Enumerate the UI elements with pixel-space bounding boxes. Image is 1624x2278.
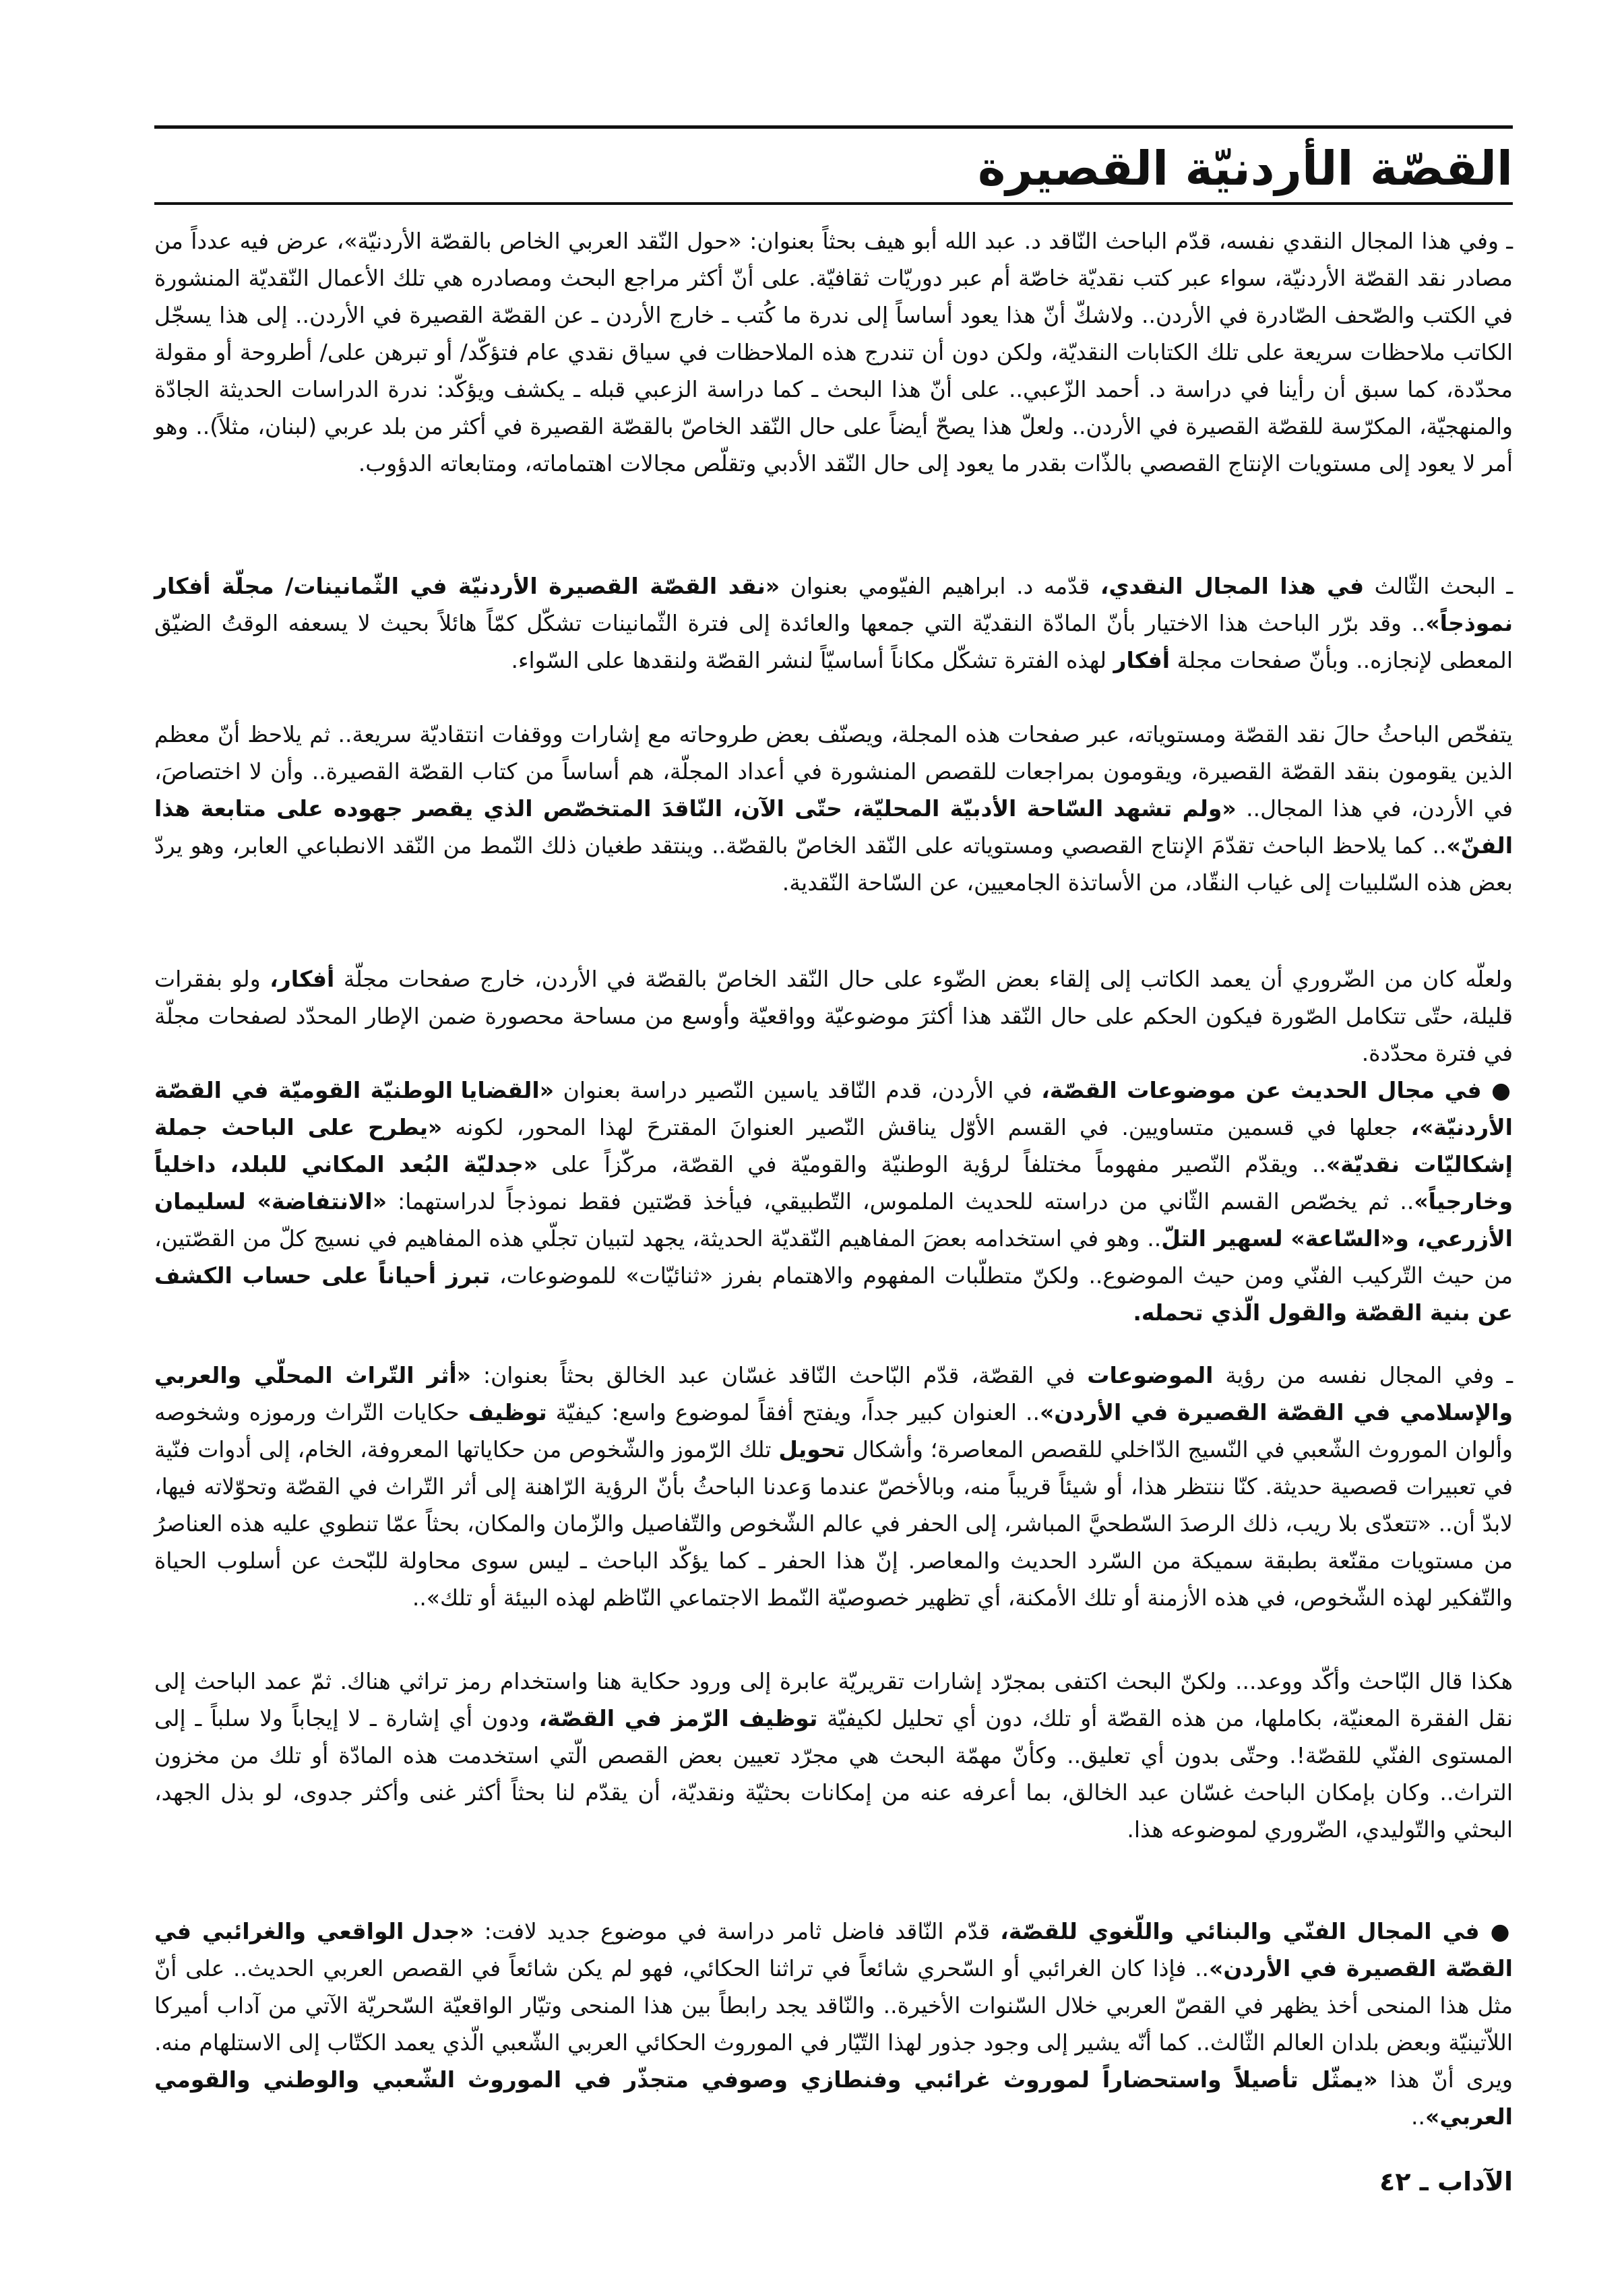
text-segment: لهذه الفترة تشكّل مكاناً أساسيّاً لنشر القصّة ولنقدها على السّواء. (511, 647, 1114, 673)
paragraph (154, 1357, 1513, 1616)
emphasized-text: أفكار (1113, 647, 1170, 673)
text-segment: .. فإذا كان الغرائبي أو السّحري شائعاً في تراثنا الحكائي، فهو لم يكن شائعاً في القصص العربي الحديث.. على أنّ مثل هذا المنحى أخذ يظهر في القصّ العربي خلال السّنوات الأخيرة.. والنّاقد يجد رابطاً بين هذا المنحى وتيّار الواقعيّة السّحريّة الآتي من آداب أميركا اللاّتينيّة وبعض بلدان العالم الثّالث.. كما أنّه يشير إلى وجود جذور لهذا التّيّار في الموروث الحكائي العربي الشّعبي الّذي يعمد الكتّاب إلى الاستلهام منه. ويرى أنّ هذا (154, 1955, 1513, 2093)
emphasized-text: «ولم تشهد السّاحة الأدبيّة المحليّة، حتّى الآن، النّاقدَ المتخصّص الذي يقصر جهوده على متابعة هذا الفنّ» (154, 795, 1513, 859)
text-segment: جعلها في قسمين متساويين. في القسم الأوّل يناقش النّصير العنوانَ المقترحَ لهذا المحور، لكونه (442, 1114, 1411, 1140)
text-segment: قدّمه د. ابراهيم الفيّومي بعنوان (780, 573, 1100, 599)
text-segment: ـ وفي المجال نفسه من رؤية (1213, 1362, 1513, 1388)
text-segment: حكايات التّراث ورموزه وشخوصه وألوان الموروث الشّعبي في النّسيج الدّاخلي للقصص المعاصرة؛ وأشكال (154, 1399, 1513, 1463)
text-segment: .. وقد برّر الباحث هذا الاختيار بأنّ المادّة النقديّة التي جمعها والعائدة إلى فترة الثّمانينات تشكّل كمّاً هائلاً بحيث لا يسعفه الوقتُ الضيّق المعطى لإنجازه.. وبأنّ صفحات مجلة (154, 610, 1513, 673)
paragraph (154, 222, 1513, 482)
text-segment: ـ البحث الثّالث (1364, 573, 1513, 599)
paragraph (154, 1913, 1513, 2135)
text-segment: يتفحّص الباحثُ حالَ نقد القصّة ومستوياته، عبر صفحات هذه المجلة، ويصنّف بعض طروحاته مع إشارات ووقفات انتقاديّة سريعة.. ثم يلاحظ أنّ معظم الذين يقومون بنقد القصّة القصيرة، ويقومون بمراجعات للقصص المنشورة في أعداد المجلّة، هم أساساً من كتاب القصّة القصيرة.. وأن لا اختصاصَ، في الأردن، في هذا المجال.. (154, 721, 1513, 822)
emphasized-text: تبرز أحياناً على حساب الكشف عن بنية القصّة والقول الّذي تحمله. (154, 1262, 1513, 1326)
emphasized-text: توظيف الرّمز في القصّة، (538, 1705, 818, 1731)
emphasized-text: «جدل الواقعي والغرائبي في القصّة القصيرة في الأردن» (154, 1918, 1513, 1981)
header-bottom-rule (154, 202, 1513, 205)
emphasized-text: ● في المجال الفنّي والبنائي واللّغوي للقصّة، (1000, 1918, 1513, 1944)
text-segment: في القصّة، قدّم البّاحث النّاقد غسّان عبد الخالق بحثاً بعنوان: (471, 1362, 1088, 1388)
emphasized-text: «نقد القصّة القصيرة الأردنيّة في الثّمانينات/ مجلّة أفكار نموذجاً» (154, 573, 1513, 636)
text-segment: .. وهو في استخدامه بعضَ المفاهيم النّقديّة الحديثة، يجهد لتبيان تجلّي هذه المفاهيم في نسيج كلّ من القصّتين، من حيث التّركيب الفنّي ومن حيث الموضوع.. ولكنّ متطلّبات المفهوم والاهتمام بفرز «ثنائيّات» للموضوعات، (154, 1225, 1513, 1289)
text-segment: ولو بفقرات قليلة، حتّى تتكامل الصّورة فيكون الحكم على حال النّقد هذا أكثرَ موضوعيّة وواقعيّة وأوسع من مساحة محصورة ضمن الإطار المحدّد لصفحات مجلّة في فترة محدّدة. (154, 966, 1513, 1066)
header-top-rule (154, 125, 1513, 129)
emphasized-text: «يمثّل تأصيلاً واستحضاراً لموروث غرائبي وفنطازي وصوفي متجذّر في الموروث الشّعبي والوطني والقومي العربي» (154, 2066, 1513, 2130)
emphasized-text: ● في مجال الحديث عن موضوعات القصّة، (1041, 1077, 1513, 1103)
emphasized-text: «جدليّة البُعد المكاني للبلد، داخلياً وخارجياً» (154, 1151, 1513, 1214)
emphasized-text: «القضايا الوطنيّة القوميّة في القصّة الأردنيّة»، (154, 1077, 1513, 1140)
text-segment: .. (1411, 2103, 1426, 2130)
text-segment: ولعلّه كان من الضّروري أن يعمد الكاتب إلى إلقاء بعض الضّوء على حال النّقد الخاصّ بالقصّة في الأردن، خارج صفحات مجلّة (334, 966, 1513, 992)
emphasized-text: «أثر التّراث المحلّي والعربي والإسلامي في القصّة القصيرة في الأردن» (154, 1362, 1513, 1425)
text-segment: هكذا قال البّاحث وأكّد ووعد... ولكنّ البحث اكتفى بمجرّد إشارات تقريريّة عابرة إلى ورود حكاية هنا واستخدام رمز تراثي هناك. ثمّ عمد الباحث إلى نقل الفقرة المعنيّة، بكاملها، من هذه القصّة أو تلك، دون أي تحليل لكيفيّة (154, 1668, 1513, 1731)
paragraph (154, 716, 1513, 901)
emphasized-text: في هذا المجال النقدي، (1100, 573, 1365, 599)
paragraph (154, 1072, 1513, 1331)
text-segment: ودون أي إشارة ـ لا إيجاباً ولا سلباً ـ إلى المستوى الفنّي للقصّة!. وحتّى بدون أي تعليق.. وكأنّ مهمّة البحث هي مجرّد تعيين بعض القصص الّتي استخدمت هذه المادّة أو تلك من مخزون التراث.. وكان بإمكان الباحث غسّان عبد الخالق، بما أعرفه عنه من إمكانات بحثيّة ونقديّة، أن يقدّم لنا بحثاً أكثر غنى وأكثر جدوى، لو بذل الجهد، البحثي والتّوليدي، الضّروري لموضوعه هذا. (154, 1705, 1513, 1843)
text-segment: ـ وفي هذا المجال النقدي نفسه، قدّم الباحث النّاقد د. عبد الله أبو هيف بحثاً بعنوان: «حول النّقد العربي الخاص بالقصّة الأردنيّة»، عرض فيه عدداً من مصادر نقد القصّة الأردنيّة، سواء عبر كتب نقديّة خاصّة أم عبر دوريّات ثقافيّة. على أنّ أكثر مراجع البحث ومصادره هي تلك الأعمال النّقديّة المنشورة في الكتب والصّحف الصّادرة في الأردن.. ولاشكّ أنّ هذا يعود أساساً إلى ندرة ما كُتب ـ خارج الأردن ـ عن القصّة القصيرة في الأردن.. إلى هذا يسجّل الكاتب ملاحظات سريعة على تلك الكتابات النقديّة، ولكن دون أن تندرج هذه الملاحظات في سياق نقدي عام فتؤكّد/ أو تبرهن على/ أطروحة أو مقولة محدّدة، كما سبق أن رأينا في دراسة د. أحمد الزّعبي.. على أنّ هذا البحث ـ كما دراسة الزعبي قبله ـ يكشف ويؤكّد: ندرة الدراسات الحديثة الجادّة والمنهجيّة، المكرّسة للقصّة القصيرة في الأردن.. ولعلّ هذا يصحّ أيضاً على حال النّقد الخاصّ بالقصّة القصيرة في أكثر من بلد عربي (لبنان، مثلاً).. وهو أمر لا يعود إلى مستويات الإنتاج القصصي بالذّات بقدر ما يعود إلى حال النّقد الأدبي وتقلّص مجالات اهتماماته، ومتابعاته الدؤوب. (154, 228, 1513, 476)
emphasized-text: تحويل (778, 1436, 846, 1463)
text-segment: في الأردن، قدم النّاقد ياسين النّصير دراسة بعنوان (554, 1077, 1042, 1103)
page-title: القصّة الأردنيّة القصيرة (978, 141, 1513, 196)
text-segment: تلك الرّموز والشّخوص من حكاياتها المعروفة، الخام، إلى أدوات فنّية في تعبيرات قصصية حديثة. كنّا ننتظر هذا، أو شيئاً قريباً منه، وبالأخصّ عندما وَعدنا الباحثُ بأنّ الرؤية الرّاهنة إلى أثر التّراث في القصّة وتحوّلاته فيها، لابدّ أن.. «تتعدّى بلا ريب، ذلك الرصدَ السّطحيَّ المباشر، إلى الحفر في عالم الشّخوص والتّفاصيل والزّمان والمكان، بحثاً عمّا تنطوي عليه هذه العناصرُ من مستويات مقنّعة بطبقة سميكة من السّرد الحديث والمعاصر. إنّ هذا الحفر ـ كما يؤكّد الباحث ـ ليس سوى محاولة للبّحث عن أسلوب الحياة والتّفكير لهذه الشّخوص، في هذه الأزمنة أو تلك الأمكنة، أي تظهير خصوصيّة النّمط الاجتماعي النّاظم لهذه البيئة أو تلك».. (154, 1436, 1513, 1611)
paragraph (154, 1663, 1513, 1848)
text-segment: .. العنوان كبير جداً، ويفتح أفقاً لموضوع واسع: كيفيّة (546, 1399, 1040, 1425)
text-segment: .. كما يلاحظ الباحث تقدّمَ الإنتاج القصصي ومستوياته على النّقد الخاصّ بالقصّة.. وينتقد طغيان ذلك النّمط من النّقد الانطباعي العابر، وهو يردّ بعض هذه السّلبيات إلى غياب النقّاد، من الأساتذة الجامعيين، عن السّاحة النّقدية. (154, 832, 1513, 896)
emphasized-text: أفكار، (270, 966, 335, 992)
emphasized-text: توظيف (468, 1399, 547, 1425)
paragraph (154, 567, 1513, 679)
emphasized-text: «يطرح على الباحث جملة إشكاليّات نقديّة» (154, 1114, 1513, 1177)
text-segment: قدّم النّاقد فاضل ثامر دراسة في موضوع جديد لافت: (474, 1918, 1001, 1944)
emphasized-text: «الانتفاضة» لسليمان الأزرعي، و«السّاعة» لسهير التلّ (154, 1188, 1513, 1252)
text-segment: .. ويقدّم النّصير مفهوماً مختلفاً لرؤية الوطنيّة والقوميّة في القصّة، مركّزاً على (538, 1151, 1326, 1177)
text-segment: .. ثم يخصّص القسم الثّاني من دراسته للحديث الملموس، التّطبيقي، فيأخذ قصّتين فقط نموذجاً لدراستهما: (387, 1188, 1414, 1214)
paragraph (154, 960, 1513, 1072)
page-footer-folio: الآداب ـ ٤٢ (1379, 2167, 1513, 2196)
emphasized-text: الموضوعات (1087, 1362, 1214, 1388)
